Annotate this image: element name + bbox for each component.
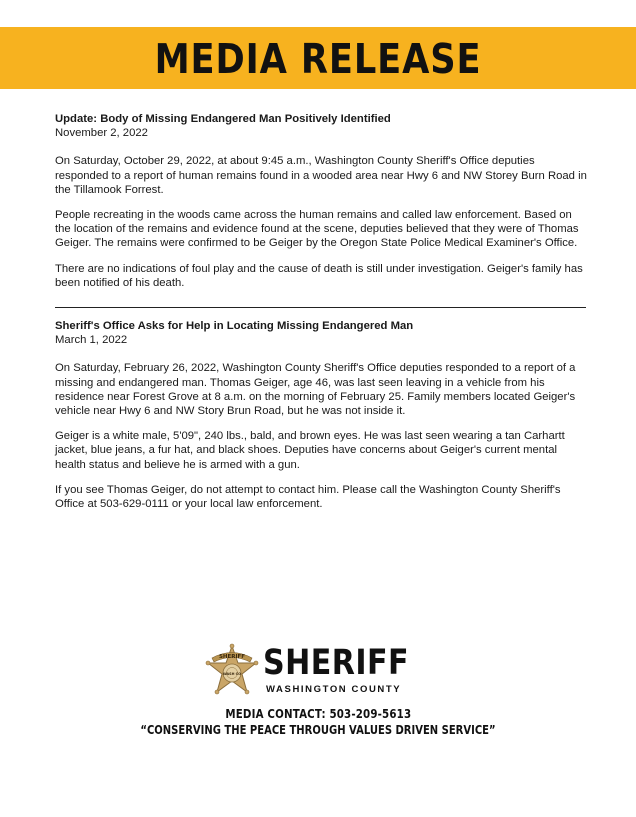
logo-county: WASHINGTON COUNTY xyxy=(266,684,402,695)
media-contact-text: MEDIA CONTACT: 503-209-5613 xyxy=(225,706,411,721)
sheriff-logo xyxy=(202,643,412,701)
update-paragraph: On Saturday, October 29, 2022, at about 9:45 a.m., Washington County Sheriff's Office deputies responded to a report of human remains found in a wooded area near Hwy 6 and NW Storey Burn Road in the Tillamook Forrest. xyxy=(55,155,587,196)
update-title: Update: Body of Missing Endangered Man Positively Identified xyxy=(55,113,391,125)
header-banner xyxy=(0,27,636,89)
sheriff-star-badge-icon xyxy=(202,643,262,701)
page-title: MEDIA RELEASE xyxy=(154,35,482,83)
section-divider xyxy=(55,307,586,308)
badge-center-text: WASH CO xyxy=(222,672,242,676)
update-paragraph: People recreating in the woods came across the human remains and called law enforcement. Based on the location of the remains and evidence found at the scene, deputies believed that they were of Thomas Geiger. The remains were confirmed to be Geiger by the Oregon State Police Medical Examiner's Office. xyxy=(55,209,579,250)
update-date: November 2, 2022 xyxy=(55,127,148,140)
motto xyxy=(0,722,636,737)
original-date: March 1, 2022 xyxy=(55,334,128,347)
original-paragraph: On Saturday, February 26, 2022, Washington County Sheriff's Office deputies responded to a report of a missing and endangered man. Thomas Geiger, age 46, was last seen leaving in a vehicle from his residence near Forest Grove at 8 a.m. on the morning of February 25. Family members located Geiger's vehicle near Hwy 6 and NW Story Brun Road, but he was not inside it. xyxy=(55,362,576,418)
logo-sheriff-word: SHERIFF xyxy=(263,643,409,683)
release-content xyxy=(55,112,587,522)
badge-top-text: SHERIFF xyxy=(218,654,246,660)
original-paragraph: Geiger is a white male, 5'09", 240 lbs., bald, and brown eyes. He was last seen wearing a tan Carhartt jacket, blue jeans, a fur hat, and black shoes. Deputies have concerns about Geiger's current mental health status and believe he is armed with a gun. xyxy=(55,430,565,471)
media-contact xyxy=(0,706,636,721)
original-paragraph: If you see Thomas Geiger, do not attempt to contact him. Please call the Washington County Sheriff's Office at 503-629-0111 or your local law enforcement. xyxy=(55,483,561,511)
motto-text: “CONSERVING THE PEACE THROUGH VALUES DRIVEN SERVICE” xyxy=(140,722,496,737)
original-title: Sheriff's Office Asks for Help in Locating Missing Endangered Man xyxy=(55,320,414,333)
update-paragraph: There are no indications of foul play and the cause of death is still under investigation. Geiger's family has been notified of his death. xyxy=(55,262,583,289)
